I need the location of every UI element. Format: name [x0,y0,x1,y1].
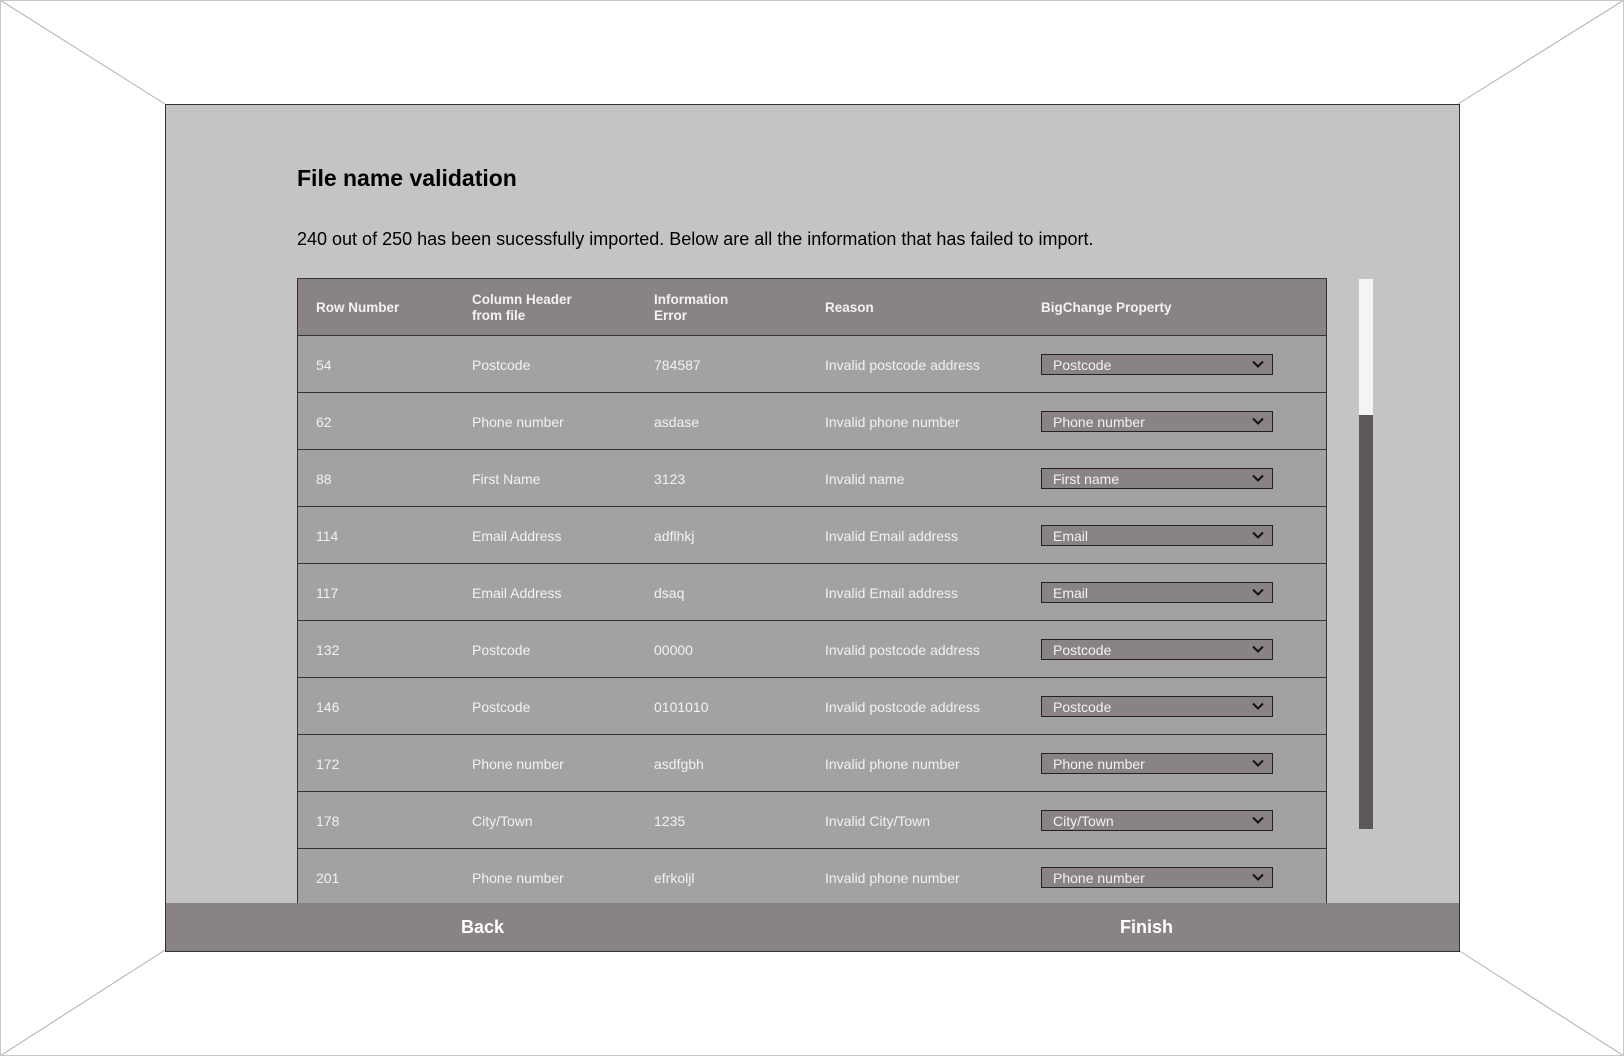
chevron-down-icon [1252,360,1264,369]
row-number-cell: 178 [316,812,340,829]
row-number-cell: 62 [316,413,332,430]
table-row [297,734,1327,793]
information-error-cell: adflhkj [654,527,695,544]
reason-cell: Invalid postcode address [825,641,980,658]
property-select-value: Phone number [1053,870,1145,886]
property-select-value: First name [1053,471,1120,487]
dialog-title: File name validation [297,165,517,191]
header-column-header-line1: Column Header [472,291,572,307]
table-row [297,677,1327,736]
header-row-number: Row Number [316,299,400,315]
property-select[interactable] [1041,696,1273,717]
reason-cell: Invalid name [825,470,905,487]
property-select[interactable] [1041,411,1273,432]
back-button[interactable]: Back [461,916,505,937]
property-select[interactable] [1041,525,1273,546]
chevron-down-icon [1252,645,1264,654]
row-number-cell: 132 [316,641,340,658]
chevron-down-icon [1252,531,1264,540]
header-information-error-line1: Information [654,291,729,307]
reason-cell: Invalid phone number [825,413,960,430]
table-row [297,563,1327,622]
header-column-header-line2: from file [472,307,526,323]
row-number-cell: 172 [316,755,340,772]
reason-cell: Invalid postcode address [825,698,980,715]
dialog-description: 240 out of 250 has been sucessfully imported. Below are all the information that has failed to import. [297,229,1094,249]
row-number-cell: 201 [316,869,340,886]
information-error-cell: 1235 [654,812,686,829]
error-table [297,278,1327,952]
header-information-error [654,279,814,336]
property-select-value: Postcode [1053,642,1112,658]
table-scrollbar[interactable] [1359,279,1373,829]
table-row [297,335,1327,394]
finish-button[interactable]: Finish [1120,916,1173,937]
property-select-value: Email [1053,528,1089,544]
chevron-down-icon [1252,588,1264,597]
property-select-value: City/Town [1053,813,1114,829]
column-header-cell: Phone number [472,755,564,772]
scrollbar-thumb[interactable] [1359,415,1373,829]
table-row [297,848,1327,907]
column-header-cell: Email Address [472,584,562,601]
property-select[interactable] [1041,639,1273,660]
row-number-cell: 54 [316,356,332,373]
property-select[interactable] [1041,810,1273,831]
table-row [297,506,1327,565]
property-select[interactable] [1041,354,1273,375]
information-error-cell: 3123 [654,470,686,487]
table-header-row [297,278,1327,337]
column-header-cell: First Name [472,470,541,487]
column-header-cell: Email Address [472,527,562,544]
chevron-down-icon [1252,759,1264,768]
reason-cell: Invalid City/Town [825,812,931,829]
table-row [297,620,1327,679]
property-select[interactable] [1041,468,1273,489]
table-row [297,392,1327,451]
property-select[interactable] [1041,753,1273,774]
chevron-down-icon [1252,474,1264,483]
table-row [297,449,1327,508]
property-select-value: Postcode [1053,699,1112,715]
column-header-cell: Postcode [472,641,531,658]
column-header-cell: Phone number [472,869,564,886]
information-error-cell: 784587 [654,356,701,373]
property-select-value: Postcode [1053,357,1112,373]
reason-cell: Invalid phone number [825,869,960,886]
header-bigchange-property: BigChange Property [1041,299,1172,315]
information-error-cell: asdfgbh [654,755,704,772]
information-error-cell: 00000 [654,641,693,658]
chevron-down-icon [1252,702,1264,711]
row-number-cell: 146 [316,698,340,715]
column-header-cell: Postcode [472,356,531,373]
chevron-down-icon [1252,816,1264,825]
information-error-cell: 0101010 [654,698,709,715]
row-number-cell: 88 [316,470,332,487]
property-select-value: Email [1053,585,1089,601]
column-header-cell: City/Town [472,812,533,829]
information-error-cell: dsaq [654,584,685,601]
reason-cell: Invalid postcode address [825,356,980,373]
information-error-cell: asdase [654,413,700,430]
reason-cell: Invalid phone number [825,755,960,772]
row-number-cell: 117 [316,584,339,601]
column-header-cell: Postcode [472,698,531,715]
header-column-header [472,279,642,336]
column-header-cell: Phone number [472,413,564,430]
information-error-cell: efrkoljl [654,869,695,886]
reason-cell: Invalid Email address [825,584,959,601]
property-select-value: Phone number [1053,414,1145,430]
chevron-down-icon [1252,873,1264,882]
row-number-cell: 114 [316,527,339,544]
reason-cell: Invalid Email address [825,527,959,544]
property-select-value: Phone number [1053,756,1145,772]
property-select[interactable] [1041,867,1273,888]
property-select[interactable] [1041,582,1273,603]
validation-dialog [165,104,1460,952]
header-reason: Reason [825,299,874,315]
chevron-down-icon [1252,417,1264,426]
dialog-footer [166,903,1459,951]
header-information-error-line2: Error [654,307,688,323]
table-row [297,791,1327,850]
